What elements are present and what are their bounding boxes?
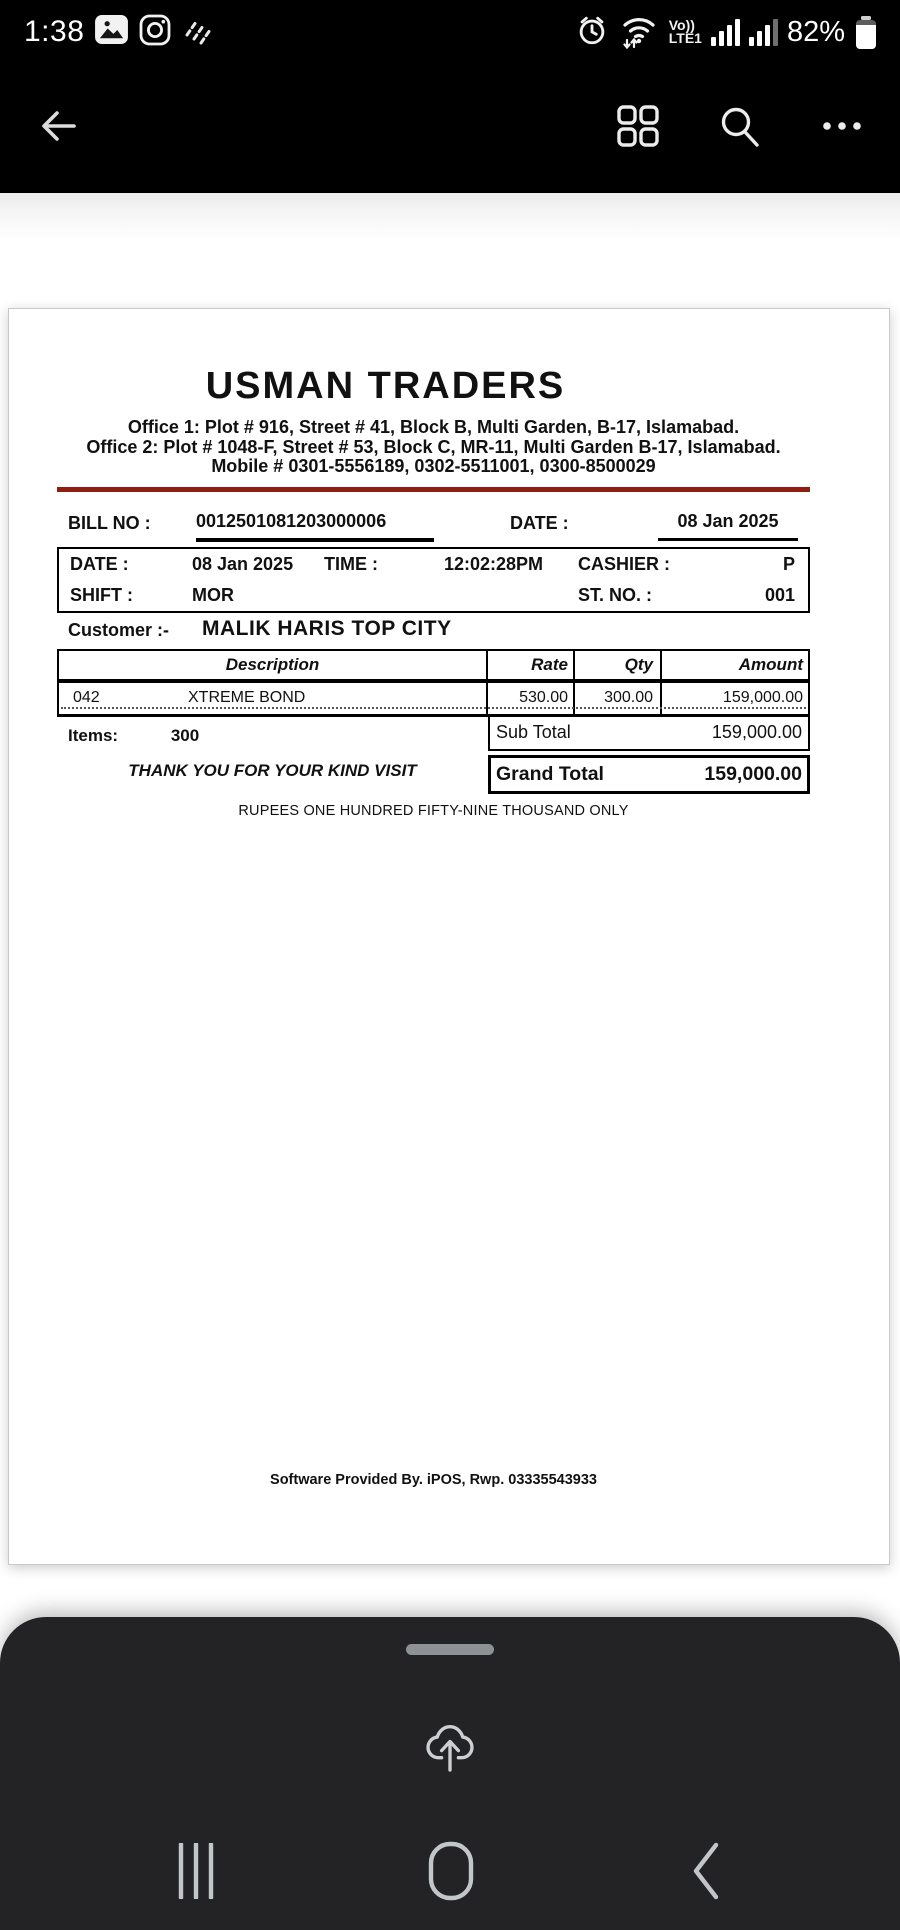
software-credit: Software Provided By. iPOS, Rwp. 03335543933: [270, 1472, 597, 1488]
nav-back-icon: [688, 1842, 722, 1905]
totals-section: [57, 717, 810, 794]
item-amount: 159,000.00: [722, 689, 803, 706]
navigation-bar: [0, 1841, 900, 1906]
info-time-value: 12:02:28PM: [444, 553, 544, 574]
info-shift-label: SHIFT :: [70, 584, 133, 605]
store-name: USMAN TRADERS: [205, 365, 566, 407]
info-row-1: [59, 549, 808, 580]
items-count-row: [57, 726, 488, 746]
status-left: [24, 13, 216, 52]
status-bar: [0, 0, 900, 64]
customer-label: Customer :-: [68, 619, 170, 640]
store-address: [57, 418, 810, 477]
info-station-value: 001: [764, 584, 795, 605]
col-amount: Amount: [738, 654, 803, 674]
item-qty: 300.00: [575, 683, 662, 714]
nav-back-button[interactable]: [688, 1842, 722, 1905]
bill-no-value: 0012501081203000006: [196, 511, 434, 542]
volte-indicator: Vo)) LTE1: [668, 17, 702, 46]
col-description: Description: [59, 651, 488, 679]
col-rate: Rate: [488, 651, 575, 679]
item-description: XTREME BOND: [188, 689, 306, 706]
recents-icon: [178, 1843, 214, 1904]
more-options-button[interactable]: [820, 119, 864, 138]
bill-number-row: [57, 510, 810, 539]
receipt-image[interactable]: [8, 308, 890, 1565]
amount-in-words: RUPEES ONE HUNDRED FIFTY-NINE THOUSAND ONLY: [238, 802, 629, 819]
address-line-3: Mobile # 0301-5556189, 0302-5511001, 0300-8500029: [211, 456, 656, 476]
item-code: 042: [73, 689, 100, 706]
toolbar: [0, 64, 900, 193]
cloud-upload-button[interactable]: [419, 1717, 481, 1784]
item-rate: 530.00: [488, 683, 575, 714]
table-row: [57, 683, 810, 717]
bill-no-label: BILL NO :: [68, 512, 151, 533]
search-button[interactable]: [717, 103, 763, 154]
recents-button[interactable]: [178, 1843, 214, 1904]
instagram-app-icon: [139, 14, 171, 51]
grand-total-label: Grand Total: [496, 762, 604, 785]
grid-view-button[interactable]: [616, 104, 660, 153]
info-station-label: ST. NO. :: [578, 584, 653, 605]
signal-bars: [711, 18, 740, 46]
slashes-app-icon: [182, 13, 216, 52]
accent-divider: [57, 487, 810, 492]
customer-row: [57, 617, 810, 643]
items-label: Items:: [68, 725, 119, 745]
info-cashier-label: CASHIER :: [578, 553, 671, 574]
bill-date-label: DATE :: [510, 512, 569, 533]
alarm-icon: [575, 13, 609, 52]
bill-info-box: [57, 547, 810, 613]
drag-handle[interactable]: [406, 1644, 494, 1655]
battery-icon: [856, 16, 876, 49]
subtotal-label: Sub Total: [496, 722, 571, 742]
info-time-label: TIME :: [324, 553, 378, 574]
back-arrow-icon: [36, 103, 82, 154]
info-date-value: 08 Jan 2025: [192, 553, 294, 574]
home-icon: [428, 1841, 474, 1906]
address-line-1: Office 1: Plot # 916, Street # 41, Block B, Multi Garden, B-17, Islamabad.: [127, 417, 740, 437]
receipt-content: [57, 309, 810, 819]
items-count: 300: [170, 725, 200, 745]
address-line-2: Office 2: Plot # 1048-F, Street # 53, Block C, MR-11, Multi Garden B-17, Islamabad.: [86, 436, 781, 457]
clock-time: 1:38: [24, 15, 85, 48]
bottom-sheet[interactable]: [0, 1617, 900, 1930]
search-icon: [717, 103, 763, 154]
items-table-header: [57, 649, 810, 683]
status-right: [575, 11, 876, 54]
subtotal-value: 159,000.00: [711, 722, 802, 742]
battery-percent: 82%: [786, 15, 845, 48]
info-date-label: DATE :: [70, 553, 129, 574]
grand-total-value: 159,000.00: [704, 762, 802, 785]
grid-view-icon: [616, 104, 660, 153]
wifi-icon: [618, 11, 660, 54]
thank-you-note: THANK YOU FOR YOUR KIND VISIT: [128, 760, 417, 780]
info-shift-value: MOR: [192, 584, 234, 605]
info-cashier-value: P: [782, 553, 795, 574]
signal-bars-dim: [749, 18, 778, 46]
back-button[interactable]: [36, 103, 82, 154]
gallery-app-icon: [95, 15, 128, 49]
col-qty: Qty: [575, 651, 662, 679]
bill-date-value: 08 Jan 2025: [658, 511, 798, 541]
customer-name: MALIK HARIS TOP CITY: [202, 616, 452, 640]
info-row-2: [59, 580, 808, 611]
home-button[interactable]: [428, 1841, 474, 1906]
more-options-icon: [820, 119, 864, 138]
grand-total-box: [488, 755, 810, 794]
cloud-upload-icon: [419, 1766, 481, 1783]
subtotal-box: [488, 717, 810, 751]
